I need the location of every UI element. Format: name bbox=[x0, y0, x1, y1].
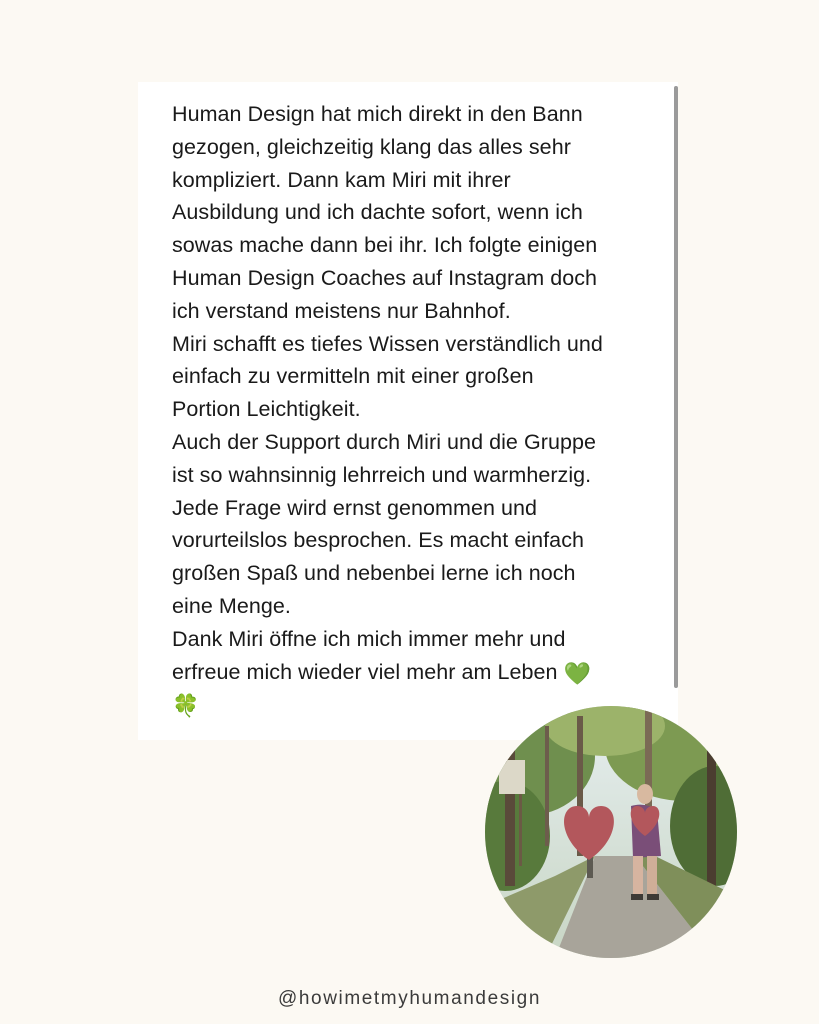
testimonial-line: Auch der Support durch Miri und die Gruppe bbox=[172, 429, 596, 454]
testimonial-line: eine Menge. bbox=[172, 593, 291, 618]
testimonial-line: ich verstand meistens nur Bahnhof. bbox=[172, 298, 511, 323]
testimonial-line: Dank Miri öffne ich mich immer mehr und bbox=[172, 626, 566, 651]
scrollbar[interactable] bbox=[674, 86, 678, 688]
testimonial-line: Human Design hat mich direkt in den Bann bbox=[172, 102, 583, 126]
testimonial-line: Portion Leichtigkeit. bbox=[172, 397, 361, 422]
testimonial-line-text: erfreue mich wieder viel mehr am Leben bbox=[172, 659, 558, 684]
testimonial-line: vorurteilslos besprochen. Es macht einfach bbox=[172, 528, 584, 553]
testimonial-line: Miri schafft es tiefes Wissen verständlich und bbox=[172, 331, 603, 356]
green-heart-icon: 💚 bbox=[563, 660, 591, 686]
photo-illustration bbox=[485, 706, 737, 958]
forest-walk-photo bbox=[485, 706, 737, 958]
testimonial-line-last bbox=[172, 656, 664, 691]
instagram-handle: @howimetmyhumandesign bbox=[277, 988, 542, 1009]
testimonial-card bbox=[138, 82, 678, 740]
testimonial-line: ist so wahnsinnig lehrreich und warmherzig. bbox=[172, 462, 592, 487]
testimonial-line: großen Spaß und nebenbei lerne ich noch bbox=[172, 561, 576, 586]
testimonial-line: Human Design Coaches auf Instagram doch bbox=[172, 265, 598, 290]
testimonial-line: Ausbildung und ich dachte sofort, wenn ich bbox=[172, 200, 583, 225]
testimonial-text bbox=[172, 98, 664, 723]
testimonial-line: sowas mache dann bei ihr. Ich folgte einigen bbox=[172, 233, 598, 258]
testimonial-line: kompliziert. Dann kam Miri mit ihrer bbox=[172, 167, 511, 192]
testimonial-line: gezogen, gleichzeitig klang das alles sehr bbox=[172, 134, 571, 159]
testimonial-line: einfach zu vermitteln mit einer großen bbox=[172, 364, 534, 389]
clover-icon: 🍀 bbox=[172, 693, 200, 719]
testimonial-line: Jede Frage wird ernst genommen und bbox=[172, 495, 538, 520]
